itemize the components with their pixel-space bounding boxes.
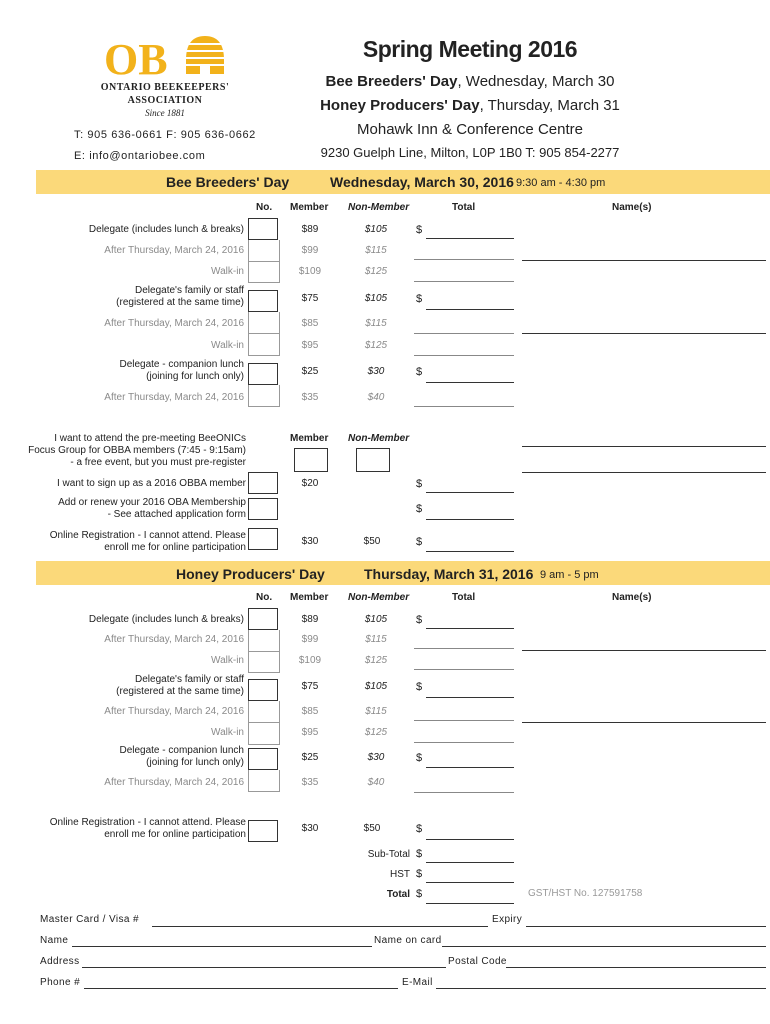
total-field[interactable] [414,259,514,260]
row-label: After Thursday, March 24, 2016 [104,634,244,645]
qty-input[interactable] [248,218,278,240]
dollar-sign: $ [416,868,423,880]
non-member-price: $125 [364,655,388,666]
obba-member-price: $20 [301,478,319,489]
dollar-sign: $ [416,478,423,490]
dollar-sign: $ [416,848,423,860]
names-field[interactable] [522,650,766,651]
focus-member-checkbox[interactable] [294,448,328,472]
col-names: Name(s) [612,592,652,603]
dollar-sign: $ [416,752,423,764]
col-total: Total [452,592,476,603]
row-label-line2: (registered at the same time) [116,297,244,308]
svg-text:OB: OB [104,35,168,80]
member-price: $89 [301,224,319,235]
row-label-line1: Delegate's family or staff [135,285,244,296]
non-member-price: $125 [364,340,388,351]
qty-input[interactable] [248,723,280,745]
member-price: $35 [301,777,319,788]
expiry-label: Expiry [492,914,523,925]
names-field[interactable] [522,333,766,334]
focus-label-line2: Focus Group for OBBA members (7:45 - 9:15am) [28,445,246,456]
qty-input[interactable] [248,630,280,652]
subtotal-label: Sub-Total [367,849,410,860]
page-title: Spring Meeting 2016 [362,36,578,62]
non-member-price: $105 [364,681,388,692]
dollar-sign: $ [416,888,423,900]
qty-input[interactable] [248,608,278,630]
address-label: Address [40,956,80,967]
member-price: $95 [301,727,319,738]
row-label: Delegate (includes lunch & breaks) [88,614,244,625]
total-field[interactable] [414,742,514,743]
non-member-price: $115 [365,634,387,645]
dollar-sign: $ [416,366,423,378]
row-label-line2: (joining for lunch only) [146,371,244,382]
grand-total-field[interactable] [426,903,514,904]
member-price: $85 [301,706,319,717]
member-price: $89 [301,614,319,625]
online-non-member-price: $50 [363,536,381,547]
day1-time: 9:30 am - 4:30 pm [516,177,606,189]
member-price: $75 [301,293,319,304]
dollar-sign: $ [416,536,423,548]
total-field[interactable] [414,355,514,356]
member-price: $35 [301,392,319,403]
names-field[interactable] [522,446,766,447]
qty-input[interactable] [248,312,280,334]
online-member-price: $30 [301,823,319,834]
online-label-line2: enroll me for online participation [104,829,246,840]
member-price: $85 [301,318,319,329]
name-field[interactable] [72,946,372,947]
postal-code-label: Postal Code [448,956,507,967]
online-label-line2: enroll me for online participation [104,542,246,553]
card-label: Master Card / Visa # [40,914,139,925]
row-label: Delegate (includes lunch & breaks) [88,224,244,235]
non-member-price: $105 [364,293,388,304]
total-field[interactable] [426,238,514,239]
phone-field[interactable] [84,988,398,989]
qty-input[interactable] [248,261,280,283]
non-member-price: $115 [365,706,387,717]
total-field[interactable] [426,519,514,520]
dollar-sign: $ [416,823,423,835]
gst-number: GST/HST No. 127591758 [528,888,643,899]
focus-col-member: Member [290,433,329,444]
postal-code-field[interactable] [506,967,766,968]
total-field[interactable] [426,697,514,698]
dollar-sign: $ [416,503,423,515]
total-field[interactable] [426,839,514,840]
logo-line2: ASSOCIATION [127,95,203,106]
member-price: $99 [301,245,319,256]
subtotal-field[interactable] [426,862,514,863]
oba-logo [104,34,228,85]
total-field[interactable] [426,492,514,493]
total-label: Total [386,889,410,900]
oba-qty-input[interactable] [248,498,278,520]
names-field[interactable] [522,260,766,261]
total-field[interactable] [414,720,514,721]
name-label: Name [40,935,69,946]
dollar-sign: $ [416,224,423,236]
dollar-sign: $ [416,293,423,305]
row-label-line1: Delegate - companion lunch [119,359,244,370]
row-label: Walk-in [211,340,244,351]
total-field[interactable] [426,628,514,629]
phone-label: Phone # [40,977,81,988]
oba-label-line1: Add or renew your 2016 OBA Membership [58,497,246,508]
day2-title: Honey Producers' Day [176,566,325,582]
heading-line2-bold: Honey Producers' Day [320,97,480,114]
obba-label: I want to sign up as a 2016 OBBA member [57,478,246,489]
col-non-member: Non-Member [348,202,410,213]
total-field[interactable] [414,648,514,649]
email-field[interactable] [436,988,766,989]
non-member-price: $125 [364,266,388,277]
focus-label-line3: - a free event, but you must pre-register [70,457,246,468]
member-price: $109 [298,655,322,666]
member-price: $25 [301,752,319,763]
row-label: Walk-in [211,655,244,666]
row-label: Walk-in [211,266,244,277]
day2-date: Thursday, March 31, 2016 [364,566,534,582]
heading-line1 [300,73,640,90]
hst-label: HST [390,869,410,880]
focus-non-member-checkbox[interactable] [356,448,390,472]
heading-line1-rest: , Wednesday, March 30 [457,73,615,90]
non-member-price: $115 [365,245,387,256]
member-price: $109 [298,266,322,277]
venue-address: 9230 Guelph Line, Milton, L0P 1B0 T: 905 854-2277 [320,145,620,160]
expiry-field[interactable] [526,926,766,927]
focus-col-non-member: Non-Member [348,433,410,444]
logo-line1: ONTARIO BEEKEEPERS' [100,82,230,93]
col-member: Member [290,592,329,603]
online-label-line1: Online Registration - I cannot attend. Please [49,530,246,541]
row-label-line2: (joining for lunch only) [146,757,244,768]
qty-input[interactable] [248,363,278,385]
total-field[interactable] [426,551,514,552]
names-field[interactable] [522,472,766,473]
total-field[interactable] [426,767,514,768]
email-label: E-Mail [402,977,433,988]
online-member-price: $30 [301,536,319,547]
row-label: After Thursday, March 24, 2016 [104,706,244,717]
total-field[interactable] [414,333,514,334]
name-on-card-field[interactable] [442,946,766,947]
logo-since: Since 1881 [145,108,185,118]
online-non-member-price: $50 [363,823,381,834]
non-member-price: $30 [367,752,385,763]
oba-logo-mark [104,34,228,80]
qty-input[interactable] [248,748,278,770]
member-price: $25 [301,366,319,377]
total-field[interactable] [426,382,514,383]
qty-input[interactable] [248,385,280,407]
address-field[interactable] [82,967,446,968]
online-qty-input[interactable] [248,528,278,550]
online-qty-input[interactable] [248,820,278,842]
online-label-line1: Online Registration - I cannot attend. Please [49,817,246,828]
qty-input[interactable] [248,701,280,723]
non-member-price: $40 [367,777,385,788]
focus-label-line1: I want to attend the pre-meeting BeeONICs [54,433,246,444]
col-no: No. [256,202,273,213]
total-field[interactable] [414,406,514,407]
non-member-price: $125 [364,727,388,738]
venue: Mohawk Inn & Conference Centre [357,121,583,138]
total-field[interactable] [414,669,514,670]
row-label: Walk-in [211,727,244,738]
qty-input[interactable] [248,679,278,701]
qty-input[interactable] [248,770,280,792]
dollar-sign: $ [416,614,423,626]
names-field[interactable] [522,722,766,723]
obba-qty-input[interactable] [248,472,278,494]
qty-input[interactable] [248,240,280,262]
col-no: No. [256,592,273,603]
day1-title: Bee Breeders' Day [166,174,290,190]
heading-line2-rest: , Thursday, March 31 [479,97,620,114]
contact-phone: T: 905 636-0661 F: 905 636-0662 [74,129,256,141]
day2-time: 9 am - 5 pm [540,569,599,581]
member-price: $75 [301,681,319,692]
row-label: After Thursday, March 24, 2016 [104,392,244,403]
total-field[interactable] [426,309,514,310]
name-on-card-label: Name on card [374,935,442,946]
row-label: After Thursday, March 24, 2016 [104,245,244,256]
total-field[interactable] [414,792,514,793]
non-member-price: $30 [367,366,385,377]
non-member-price: $105 [364,224,388,235]
row-label: After Thursday, March 24, 2016 [104,318,244,329]
row-label-line1: Delegate's family or staff [135,674,244,685]
col-non-member: Non-Member [348,592,410,603]
row-label-line1: Delegate - companion lunch [119,745,244,756]
row-label: After Thursday, March 24, 2016 [104,777,244,788]
member-price: $99 [301,634,319,645]
total-field[interactable] [414,281,514,282]
oba-label-line2: - See attached application form [107,509,246,520]
dollar-sign: $ [416,681,423,693]
qty-input[interactable] [248,651,280,673]
col-total: Total [452,202,476,213]
non-member-price: $40 [367,392,385,403]
heading-line1-bold: Bee Breeders' Day [325,73,458,90]
heading-line2 [300,97,640,114]
non-member-price: $115 [365,318,387,329]
contact-email: E: info@ontariobee.com [74,150,206,162]
qty-input[interactable] [248,290,278,312]
qty-input[interactable] [248,334,280,356]
col-member: Member [290,202,329,213]
hst-field[interactable] [426,882,514,883]
non-member-price: $105 [364,614,388,625]
member-price: $95 [301,340,319,351]
row-label-line2: (registered at the same time) [116,686,244,697]
day1-date: Wednesday, March 30, 2016 [330,174,514,190]
card-number-field[interactable] [152,926,488,927]
col-names: Name(s) [612,202,652,213]
